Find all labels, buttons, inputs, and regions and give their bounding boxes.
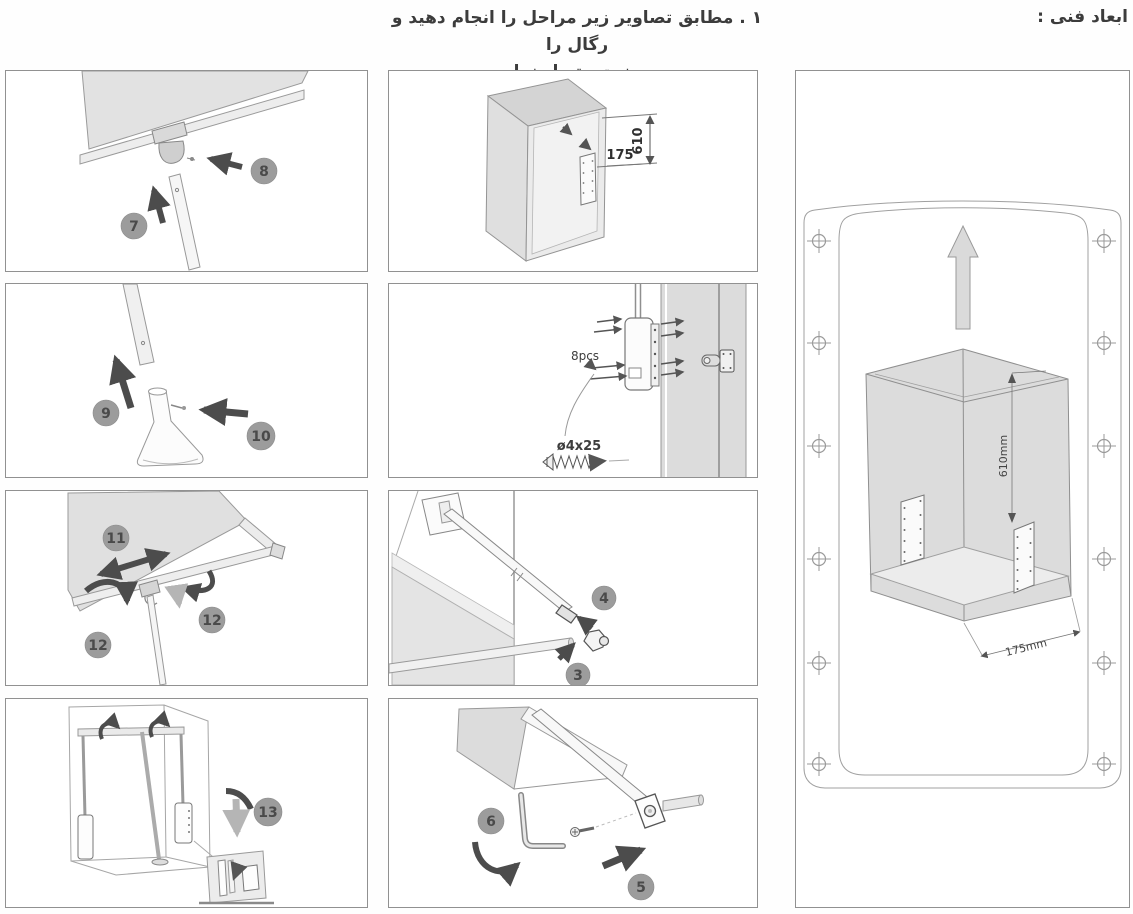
mounting-plate <box>580 153 596 205</box>
registration-mark-icon <box>807 547 831 571</box>
side-panel <box>661 284 746 477</box>
arrow-up-icon <box>116 360 131 408</box>
svg-text:3: 3 <box>573 668 583 684</box>
detail-inset <box>199 851 274 903</box>
step-badge-12-right <box>199 607 225 633</box>
full-assembly-illustration <box>6 699 367 907</box>
step-badge-11 <box>103 525 129 551</box>
svg-text:10: 10 <box>251 429 271 445</box>
arrow-small-icon <box>588 363 595 369</box>
svg-text:13: 13 <box>258 805 278 821</box>
registration-mark-icon <box>1092 331 1116 355</box>
arrow-up-large-icon <box>948 226 978 329</box>
screw-leader-line <box>565 374 594 436</box>
set-screw <box>571 813 637 837</box>
svg-text:9: 9 <box>101 406 111 422</box>
registration-mark-icon <box>807 434 831 458</box>
svg-text:8: 8 <box>259 164 269 180</box>
screw-count-label: 8pcs <box>570 349 600 363</box>
arrow-left-icon <box>204 410 248 414</box>
registration-mark-icon <box>1092 434 1116 458</box>
arrow-up-icon <box>154 190 163 223</box>
svg-text:4: 4 <box>599 591 609 607</box>
cabinet-dimension-illustration <box>389 71 757 271</box>
lift-frame <box>78 727 192 865</box>
cone-foot <box>137 388 203 466</box>
arrow-rotate-icon <box>475 842 517 871</box>
screw-drawing <box>543 454 629 470</box>
svg-text:5: 5 <box>636 880 646 896</box>
arrow-left-icon <box>211 159 242 167</box>
arrow-bent-down-icon <box>226 791 251 832</box>
connector-nut <box>584 630 609 651</box>
registration-mark-icon <box>807 229 831 253</box>
panel-step-7-8 <box>5 70 368 272</box>
dimension-175mm-label: 175mm <box>1003 636 1049 660</box>
step-badge-13 <box>254 798 282 826</box>
dimension-610-label: 610 <box>631 127 646 155</box>
panel-cabinet-dimensions <box>388 70 758 272</box>
panel-step-13 <box>5 698 368 908</box>
svg-text:12: 12 <box>202 613 222 629</box>
arm-end-fitting <box>635 794 704 828</box>
registration-mark-icon <box>1092 229 1116 253</box>
registration-mark-icon <box>1092 752 1116 776</box>
dimension-610mm-label: 610mm <box>997 434 1010 478</box>
step-badge-3 <box>566 663 590 685</box>
panel-technical-dimensions <box>795 70 1130 908</box>
svg-text:12: 12 <box>88 638 108 654</box>
step-badge-5 <box>628 874 654 900</box>
mounting-template-illustration <box>796 71 1129 907</box>
panel-screw-mounting <box>388 283 758 478</box>
registration-mark-icon <box>807 651 831 675</box>
step-badge-12-left <box>85 632 111 658</box>
step-badge-8 <box>251 158 277 184</box>
mounting-plate-right <box>1014 522 1034 593</box>
registration-mark-icon <box>807 752 831 776</box>
cone-foot-illustration <box>6 284 367 477</box>
shelf-and-rail <box>80 71 308 164</box>
registration-mark-icon <box>1092 651 1116 675</box>
arrow-down-gray-icon <box>177 590 179 604</box>
support-pole <box>169 174 200 270</box>
step-badge-7 <box>121 213 147 239</box>
diagonal-arm <box>532 709 652 808</box>
allen-key <box>521 795 563 846</box>
panel-step-9-10 <box>5 283 368 478</box>
registration-mark-icon <box>807 331 831 355</box>
connector-illustration <box>389 491 757 685</box>
screw-mounting-illustration <box>389 284 757 477</box>
pole-tube <box>123 284 154 365</box>
panel-step-11-12 <box>5 490 368 686</box>
step-badge-6 <box>478 808 504 834</box>
rail-bracket-illustration <box>6 71 367 271</box>
instruction-line-1: ۱ . مطابق تصاویر زیر مراحل را انجام دهید و رگال را <box>391 8 763 55</box>
step-badge-10 <box>247 422 275 450</box>
arrow-up-right-icon <box>603 850 641 866</box>
panel-step-3-4 <box>388 490 758 686</box>
lift-unit <box>625 284 659 390</box>
dimension-175-label: 175 <box>606 148 634 163</box>
allen-key-illustration <box>389 699 757 907</box>
shelf-adjust-illustration <box>6 491 367 685</box>
cabinet-box-3d <box>866 349 1071 621</box>
arrow-up-left-icon <box>579 618 592 628</box>
step-badge-4 <box>592 586 616 610</box>
mounting-plate-left <box>901 495 924 565</box>
pull-rod <box>147 595 166 685</box>
svg-text:6: 6 <box>486 814 496 830</box>
section-title: ابعاد فنی : <box>1037 7 1128 27</box>
panel-step-5-6 <box>388 698 758 908</box>
svg-text:11: 11 <box>106 531 126 547</box>
step-badge-9 <box>93 400 119 426</box>
svg-text:7: 7 <box>129 219 139 235</box>
screw-size-label: ø4x25 <box>556 439 602 454</box>
registration-mark-icon <box>1092 547 1116 571</box>
